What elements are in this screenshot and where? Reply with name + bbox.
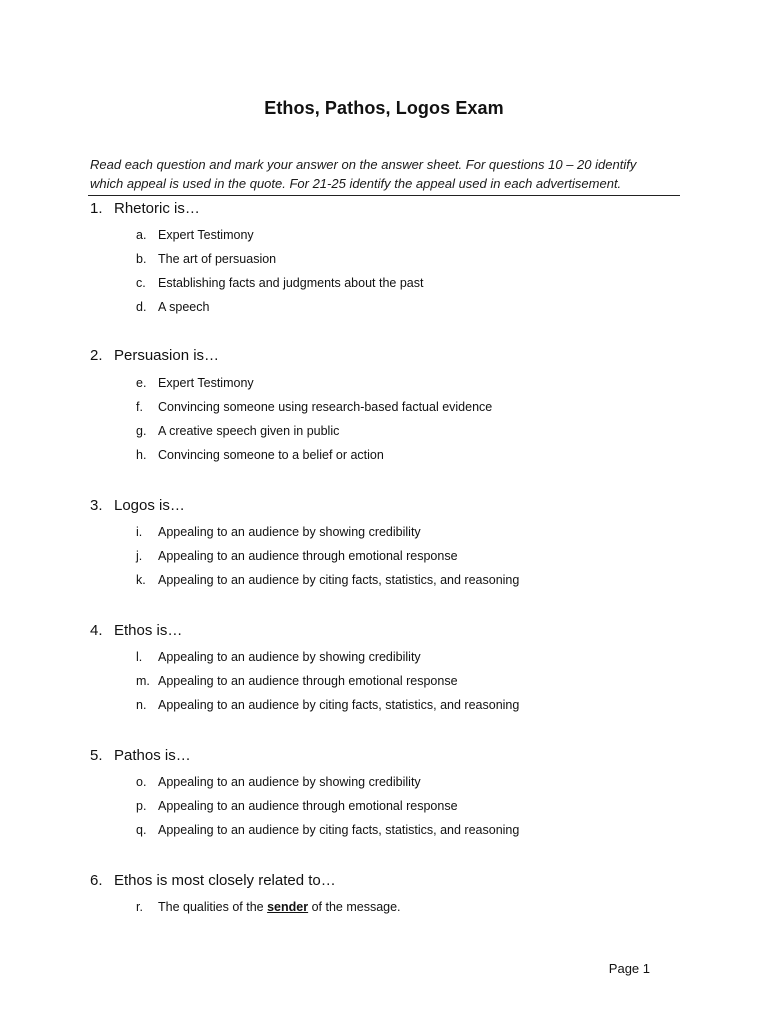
- question-number: 5.: [90, 747, 103, 764]
- question-4: [90, 622, 182, 639]
- option-letter: b.: [136, 252, 147, 266]
- option-letter: n.: [136, 698, 147, 712]
- question-6: [90, 872, 336, 889]
- option-text-after: of the message.: [308, 900, 401, 914]
- question-text: Rhetoric is…: [114, 200, 200, 217]
- divider: [88, 195, 680, 196]
- instructions-line-2: which appeal is used in the quote. For 21-25 identify the appeal used in each advertisement.: [90, 176, 622, 191]
- exam-title: Ethos, Pathos, Logos Exam: [264, 98, 504, 118]
- question-number: 3.: [90, 497, 103, 514]
- option-letter: g.: [136, 424, 147, 438]
- option-text: Appealing to an audience by showing credibility: [158, 650, 421, 664]
- option-letter: o.: [136, 775, 147, 789]
- question-text: Pathos is…: [114, 747, 191, 764]
- option-text: A speech: [158, 300, 210, 314]
- option-letter: e.: [136, 376, 147, 390]
- question-text: Logos is…: [114, 497, 185, 514]
- question-3: [90, 497, 185, 514]
- option-text-before: The qualities of the: [158, 900, 268, 914]
- page-number: Page 1: [608, 961, 650, 976]
- option-letter: h.: [136, 448, 147, 462]
- option-text: Appealing to an audience through emotional response: [158, 799, 458, 813]
- option-letter: c.: [136, 276, 146, 290]
- option-text: Appealing to an audience by showing credibility: [158, 525, 421, 539]
- option-text: Expert Testimony: [158, 376, 254, 390]
- question-text: Ethos is…: [114, 622, 183, 639]
- emphasized-word: sender: [267, 900, 309, 914]
- question-number: 4.: [90, 622, 103, 639]
- option-letter: a.: [136, 228, 147, 242]
- question-5: [90, 747, 191, 764]
- option-text: Appealing to an audience by showing credibility: [158, 775, 421, 789]
- instructions: [90, 155, 680, 193]
- option-letter: k.: [136, 573, 146, 587]
- instructions-line-1: Read each question and mark your answer on the answer sheet. For questions 10 – 20 identify: [90, 157, 637, 172]
- question-text: Ethos is most closely related to…: [114, 872, 336, 889]
- option-text: Convincing someone to a belief or action: [158, 448, 384, 462]
- question-number: 6.: [90, 872, 103, 889]
- option-text: The art of persuasion: [158, 252, 277, 266]
- option-text: A creative speech given in public: [158, 424, 340, 438]
- option-letter: q.: [136, 823, 147, 837]
- option-letter: i.: [136, 525, 143, 539]
- option-letter: d.: [136, 300, 147, 314]
- question-2: [90, 347, 219, 364]
- option-text: Appealing to an audience by citing facts, statistics, and reasoning: [158, 823, 520, 837]
- option-letter: j.: [136, 549, 143, 563]
- question-1: [90, 200, 200, 217]
- option-text: Expert Testimony: [158, 228, 254, 242]
- question-number: 1.: [90, 200, 103, 217]
- option-text: [158, 900, 401, 914]
- option-text: Appealing to an audience by citing facts, statistics, and reasoning: [158, 573, 520, 587]
- option-letter: r.: [136, 900, 143, 914]
- option-text: Appealing to an audience by citing facts, statistics, and reasoning: [158, 698, 520, 712]
- question-text: Persuasion is…: [114, 347, 220, 364]
- option-text: Appealing to an audience through emotional response: [158, 674, 458, 688]
- option-letter: f.: [136, 400, 143, 414]
- option-letter: p.: [136, 799, 147, 813]
- option-letter: m.: [136, 674, 150, 688]
- option-text: Establishing facts and judgments about the past: [158, 276, 424, 290]
- option-letter: l.: [136, 650, 143, 664]
- option-text: Appealing to an audience through emotional response: [158, 549, 458, 563]
- option-text: Convincing someone using research-based factual evidence: [158, 400, 493, 414]
- question-number: 2.: [90, 347, 103, 364]
